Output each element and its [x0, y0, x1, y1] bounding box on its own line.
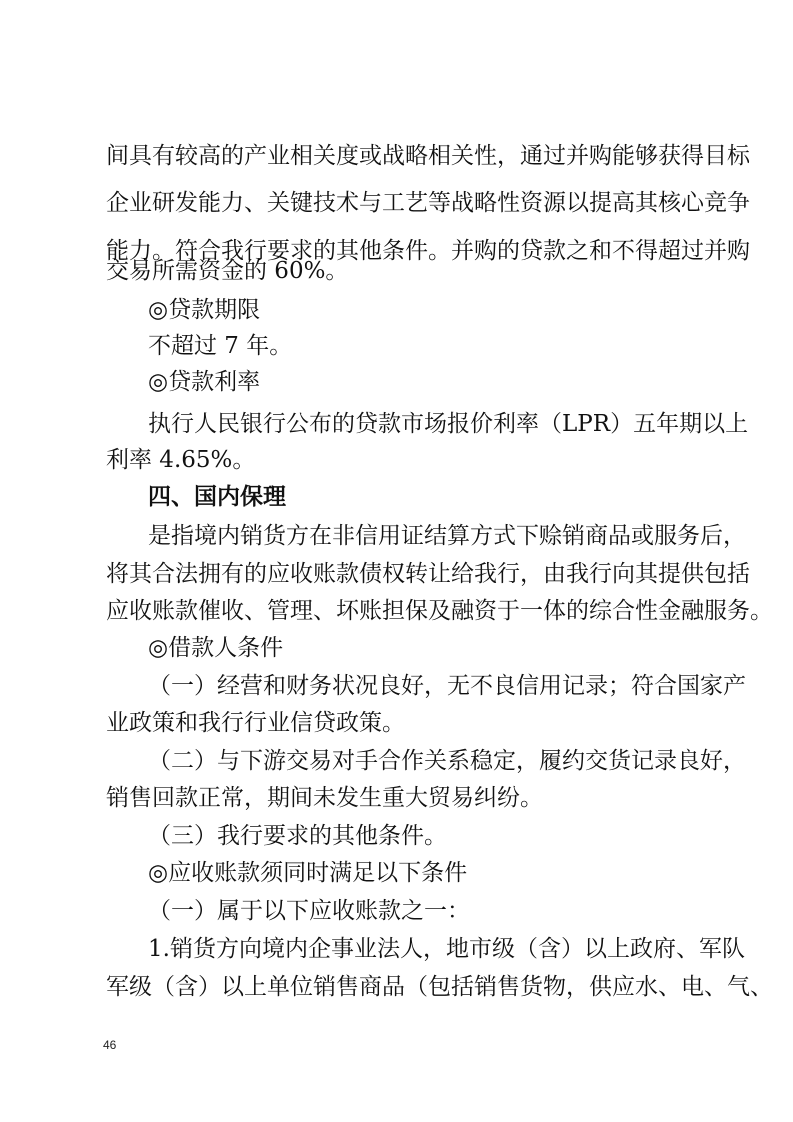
text-line: 是指境内销货方在非信用证结算方式下赊销商品或服务后， — [148, 523, 746, 549]
text-line: （二）与下游交易对手合作关系稳定，履约交货记录良好， — [148, 748, 746, 774]
text-line: 不超过 7 年。 — [148, 333, 293, 359]
section-label: ◎贷款利率 — [148, 369, 261, 395]
page-number: 46 — [103, 1038, 117, 1052]
text-line: 交易所需资金的 60%。 — [106, 258, 349, 284]
section-label: ◎借款人条件 — [148, 635, 284, 661]
section-label: ◎贷款期限 — [148, 297, 261, 323]
text-line: 企业研发能力、关键技术与工艺等战略性资源以提高其核心竞争 — [106, 190, 750, 216]
text-line: 业政策和我行行业信贷政策。 — [106, 710, 405, 736]
text-line: （三）我行要求的其他条件。 — [148, 823, 447, 849]
text-line: 执行人民银行公布的贷款市场报价利率（LPR）五年期以上 — [148, 411, 749, 437]
text-line: 将其合法拥有的应收账款债权转让给我行，由我行向其提供包括 — [106, 561, 750, 587]
section-heading: 四、国内保理 — [148, 483, 286, 510]
text-line: 1.销货方向境内企事业法人，地市级（含）以上政府、军队 — [148, 936, 745, 962]
text-line: 应收账款催收、管理、坏账担保及融资于一体的综合性金融服务。 — [106, 598, 773, 624]
text-line: 军级（含）以上单位销售商品（包括销售货物，供应水、电、气、 — [106, 974, 773, 1000]
text-line: 能力。符合我行要求的其他条件。并购的贷款之和不得超过并购 — [106, 238, 750, 264]
text-line: （一）经营和财务状况良好，无不良信用记录；符合国家产 — [148, 673, 746, 699]
text-line: （一）属于以下应收账款之一： — [148, 898, 470, 924]
text-line: 利率 4.65%。 — [106, 447, 256, 473]
text-line: 销售回款正常，期间未发生重大贸易纠纷。 — [106, 785, 543, 811]
text-line: 间具有较高的产业相关度或战略相关性，通过并购能够获得目标 — [106, 143, 750, 169]
section-label: ◎应收账款须同时满足以下条件 — [148, 860, 468, 886]
